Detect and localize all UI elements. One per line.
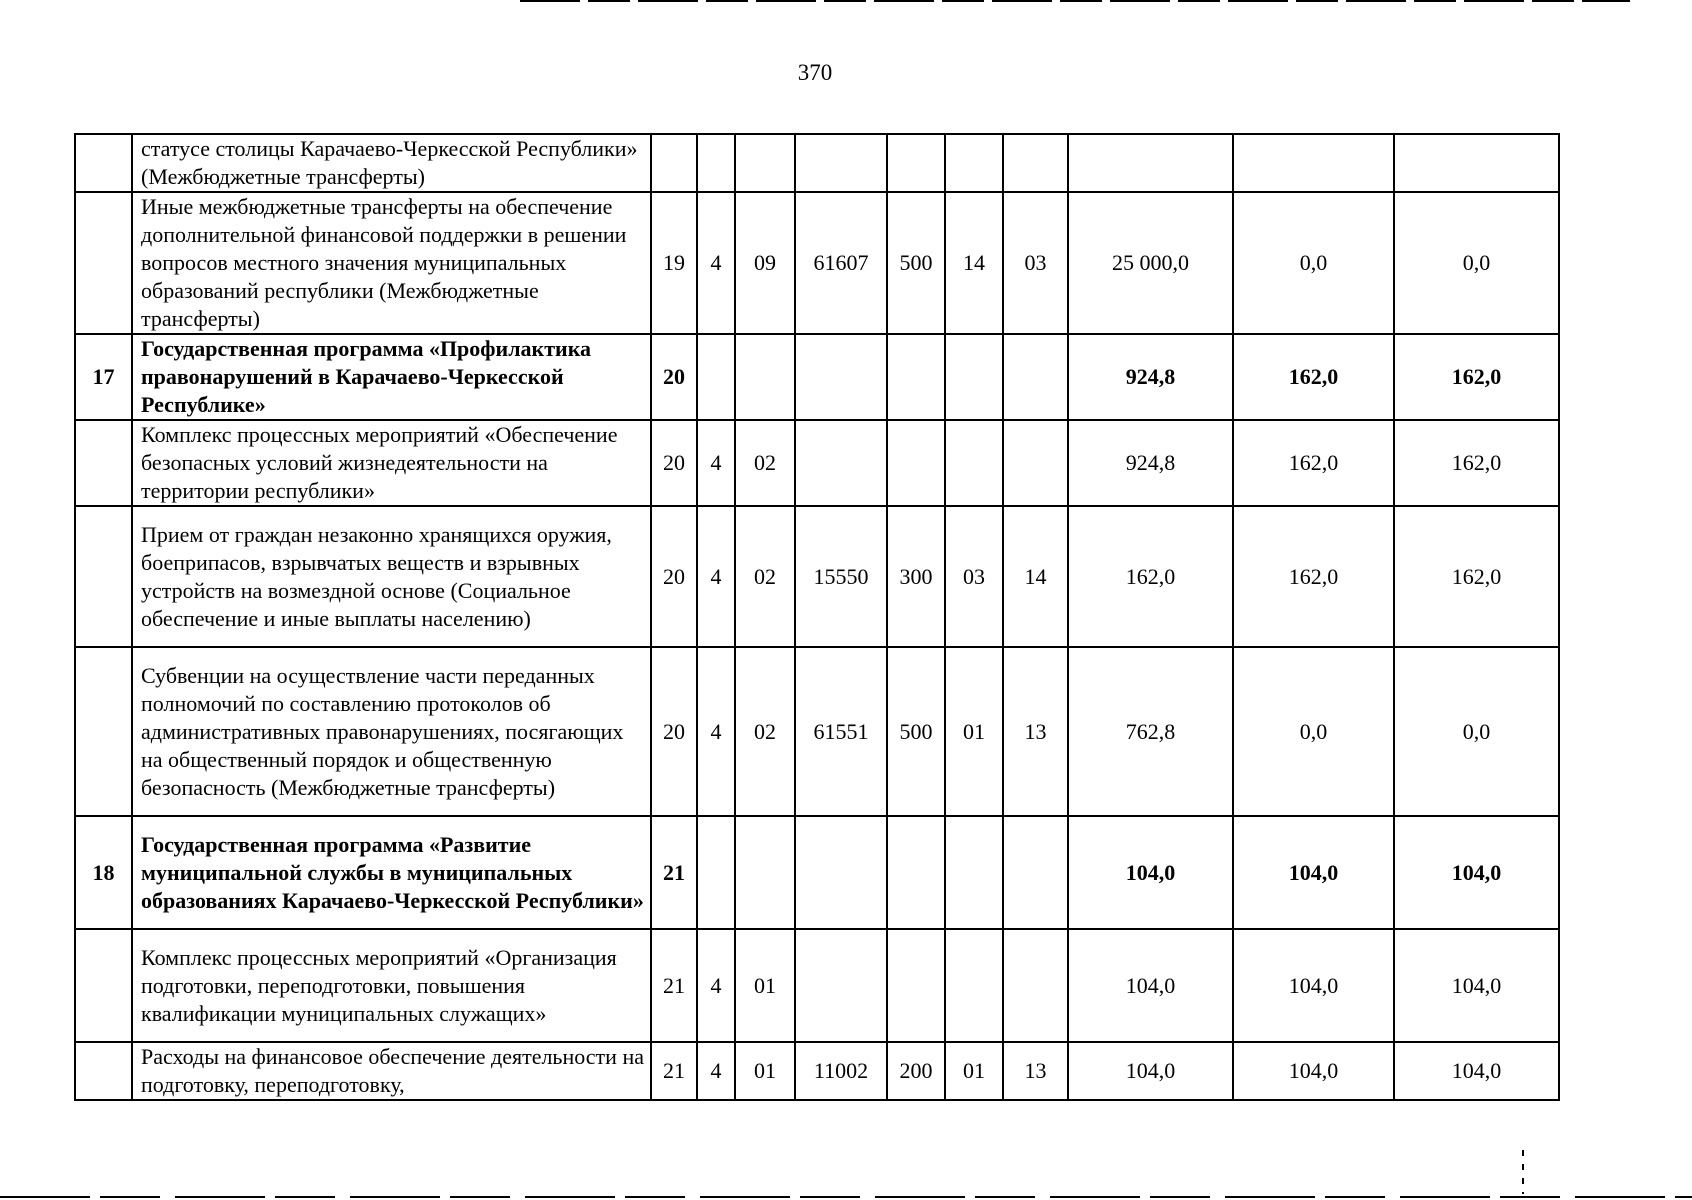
table-row-program — [75, 816, 1559, 929]
code-direction — [795, 420, 887, 506]
code-expense-type — [887, 134, 945, 192]
code-subprogram: 09 — [735, 192, 795, 334]
row-number — [75, 134, 132, 192]
code-direction: 11002 — [795, 1042, 887, 1100]
amount-year-2: 162,0 — [1233, 506, 1394, 647]
code-subprogram — [735, 334, 795, 420]
code-expense-type — [887, 816, 945, 929]
code-subsection — [1003, 816, 1068, 929]
amount-year-2: 162,0 — [1233, 334, 1394, 420]
amount-year-3: 104,0 — [1394, 1042, 1559, 1100]
table-row — [75, 506, 1559, 647]
code-section — [945, 420, 1003, 506]
amount-year-2: 104,0 — [1233, 1042, 1394, 1100]
amount-year-2: 162,0 — [1233, 420, 1394, 506]
table-body — [75, 134, 1559, 1100]
code-direction — [795, 134, 887, 192]
code-section: 01 — [945, 1042, 1003, 1100]
code-direction — [795, 334, 887, 420]
code-direction: 15550 — [795, 506, 887, 647]
amount-year-3: 162,0 — [1394, 334, 1559, 420]
row-number — [75, 647, 132, 816]
page-number: 370 — [797, 60, 833, 85]
code-subsection — [1003, 929, 1068, 1042]
row-name: Расходы на финансовое обеспечение деятельности на подготовку, переподготовку, — [132, 1042, 651, 1100]
amount-year-2 — [1233, 134, 1394, 192]
code-section: 14 — [945, 192, 1003, 334]
code-subsection: 14 — [1003, 506, 1068, 647]
code-direction: 61607 — [795, 192, 887, 334]
code-program: 21 — [651, 1042, 697, 1100]
code-subsection: 13 — [1003, 647, 1068, 816]
row-name: Комплекс процессных мероприятий «Организация подготовки, переподготовки, повышения квалификации муниципальных служащих» — [132, 929, 651, 1042]
table-row — [75, 420, 1559, 506]
amount-year-2: 104,0 — [1233, 929, 1394, 1042]
code-type: 4 — [697, 506, 735, 647]
code-type — [697, 134, 735, 192]
code-subprogram: 02 — [735, 647, 795, 816]
code-subprogram — [735, 816, 795, 929]
row-name: Прием от граждан незаконно хранящихся оружия, боеприпасов, взрывчатых веществ и взрывных устройств на возмездной основе (Социальное обеспечение и иные выплаты населению) — [132, 506, 651, 647]
code-type — [697, 334, 735, 420]
row-name: Комплекс процессных мероприятий «Обеспечение безопасных условий жизнедеятельности на территории республики» — [132, 420, 651, 506]
code-type: 4 — [697, 647, 735, 816]
row-number — [75, 506, 132, 647]
code-subprogram — [735, 134, 795, 192]
code-section: 03 — [945, 506, 1003, 647]
row-number — [75, 1042, 132, 1100]
code-subprogram: 01 — [735, 1042, 795, 1100]
scan-top-border — [520, 0, 1630, 2]
amount-year-3: 162,0 — [1394, 420, 1559, 506]
row-number — [75, 929, 132, 1042]
amount-year-3: 0,0 — [1394, 647, 1559, 816]
amount-year-3 — [1394, 134, 1559, 192]
code-program: 20 — [651, 420, 697, 506]
code-expense-type: 500 — [887, 647, 945, 816]
code-subsection — [1003, 134, 1068, 192]
amount-year-3: 104,0 — [1394, 816, 1559, 929]
table-row — [75, 647, 1559, 816]
amount-year-3: 0,0 — [1394, 192, 1559, 334]
code-expense-type — [887, 420, 945, 506]
amount-year-1: 25 000,0 — [1068, 192, 1233, 334]
code-program: 20 — [651, 334, 697, 420]
amount-year-1: 104,0 — [1068, 1042, 1233, 1100]
code-program: 21 — [651, 816, 697, 929]
amount-year-1: 104,0 — [1068, 816, 1233, 929]
amount-year-3: 162,0 — [1394, 506, 1559, 647]
code-subsection: 13 — [1003, 1042, 1068, 1100]
amount-year-2: 0,0 — [1233, 192, 1394, 334]
scan-edge-marks — [1522, 1150, 1524, 1194]
amount-year-1: 762,8 — [1068, 647, 1233, 816]
code-subsection — [1003, 420, 1068, 506]
row-number — [75, 192, 132, 334]
code-type: 4 — [697, 192, 735, 334]
code-section — [945, 334, 1003, 420]
code-expense-type: 300 — [887, 506, 945, 647]
row-number: 17 — [75, 334, 132, 420]
code-program: 20 — [651, 647, 697, 816]
amount-year-2: 104,0 — [1233, 816, 1394, 929]
code-type — [697, 816, 735, 929]
code-direction — [795, 816, 887, 929]
row-name: Иные межбюджетные трансферты на обеспечение дополнительной финансовой поддержки в решении вопросов местного значения муниципальных образований республики (Межбюджетные трансферты) — [132, 192, 651, 334]
code-subprogram: 01 — [735, 929, 795, 1042]
table-row — [75, 134, 1559, 192]
amount-year-1: 924,8 — [1068, 334, 1233, 420]
code-subsection: 03 — [1003, 192, 1068, 334]
scan-bottom-border — [0, 1196, 1692, 1198]
code-subprogram: 02 — [735, 420, 795, 506]
code-program: 20 — [651, 506, 697, 647]
code-expense-type — [887, 929, 945, 1042]
row-name: статусе столицы Карачаево-Черкесской Республики» (Межбюджетные трансферты) — [132, 134, 651, 192]
table-row-program — [75, 334, 1559, 420]
row-number: 18 — [75, 816, 132, 929]
code-expense-type: 500 — [887, 192, 945, 334]
code-program: 19 — [651, 192, 697, 334]
code-type: 4 — [697, 1042, 735, 1100]
budget-table — [74, 133, 1560, 1101]
code-program — [651, 134, 697, 192]
code-subsection — [1003, 334, 1068, 420]
amount-year-3: 104,0 — [1394, 929, 1559, 1042]
table-row — [75, 929, 1559, 1042]
code-direction: 61551 — [795, 647, 887, 816]
table-row — [75, 192, 1559, 334]
code-direction — [795, 929, 887, 1042]
row-name: Государственная программа «Профилактика правонарушений в Карачаево-Черкесской Республике» — [132, 334, 651, 420]
row-name: Государственная программа «Развитие муниципальной службы в муниципальных образованиях Карачаево-Черкесской Республики» — [132, 816, 651, 929]
amount-year-2: 0,0 — [1233, 647, 1394, 816]
code-program: 21 — [651, 929, 697, 1042]
code-subprogram: 02 — [735, 506, 795, 647]
code-expense-type: 200 — [887, 1042, 945, 1100]
amount-year-1: 104,0 — [1068, 929, 1233, 1042]
code-type: 4 — [697, 929, 735, 1042]
code-expense-type — [887, 334, 945, 420]
row-name: Субвенции на осуществление части переданных полномочий по составлению протоколов об административных правонарушениях, посягающих на общественный порядок и общественную безопасность (Межбюджетные трансферты) — [132, 647, 651, 816]
code-type: 4 — [697, 420, 735, 506]
row-number — [75, 420, 132, 506]
code-section — [945, 929, 1003, 1042]
code-section: 01 — [945, 647, 1003, 816]
code-section — [945, 134, 1003, 192]
table-row — [75, 1042, 1559, 1100]
amount-year-1: 924,8 — [1068, 420, 1233, 506]
code-section — [945, 816, 1003, 929]
amount-year-1: 162,0 — [1068, 506, 1233, 647]
amount-year-1 — [1068, 134, 1233, 192]
